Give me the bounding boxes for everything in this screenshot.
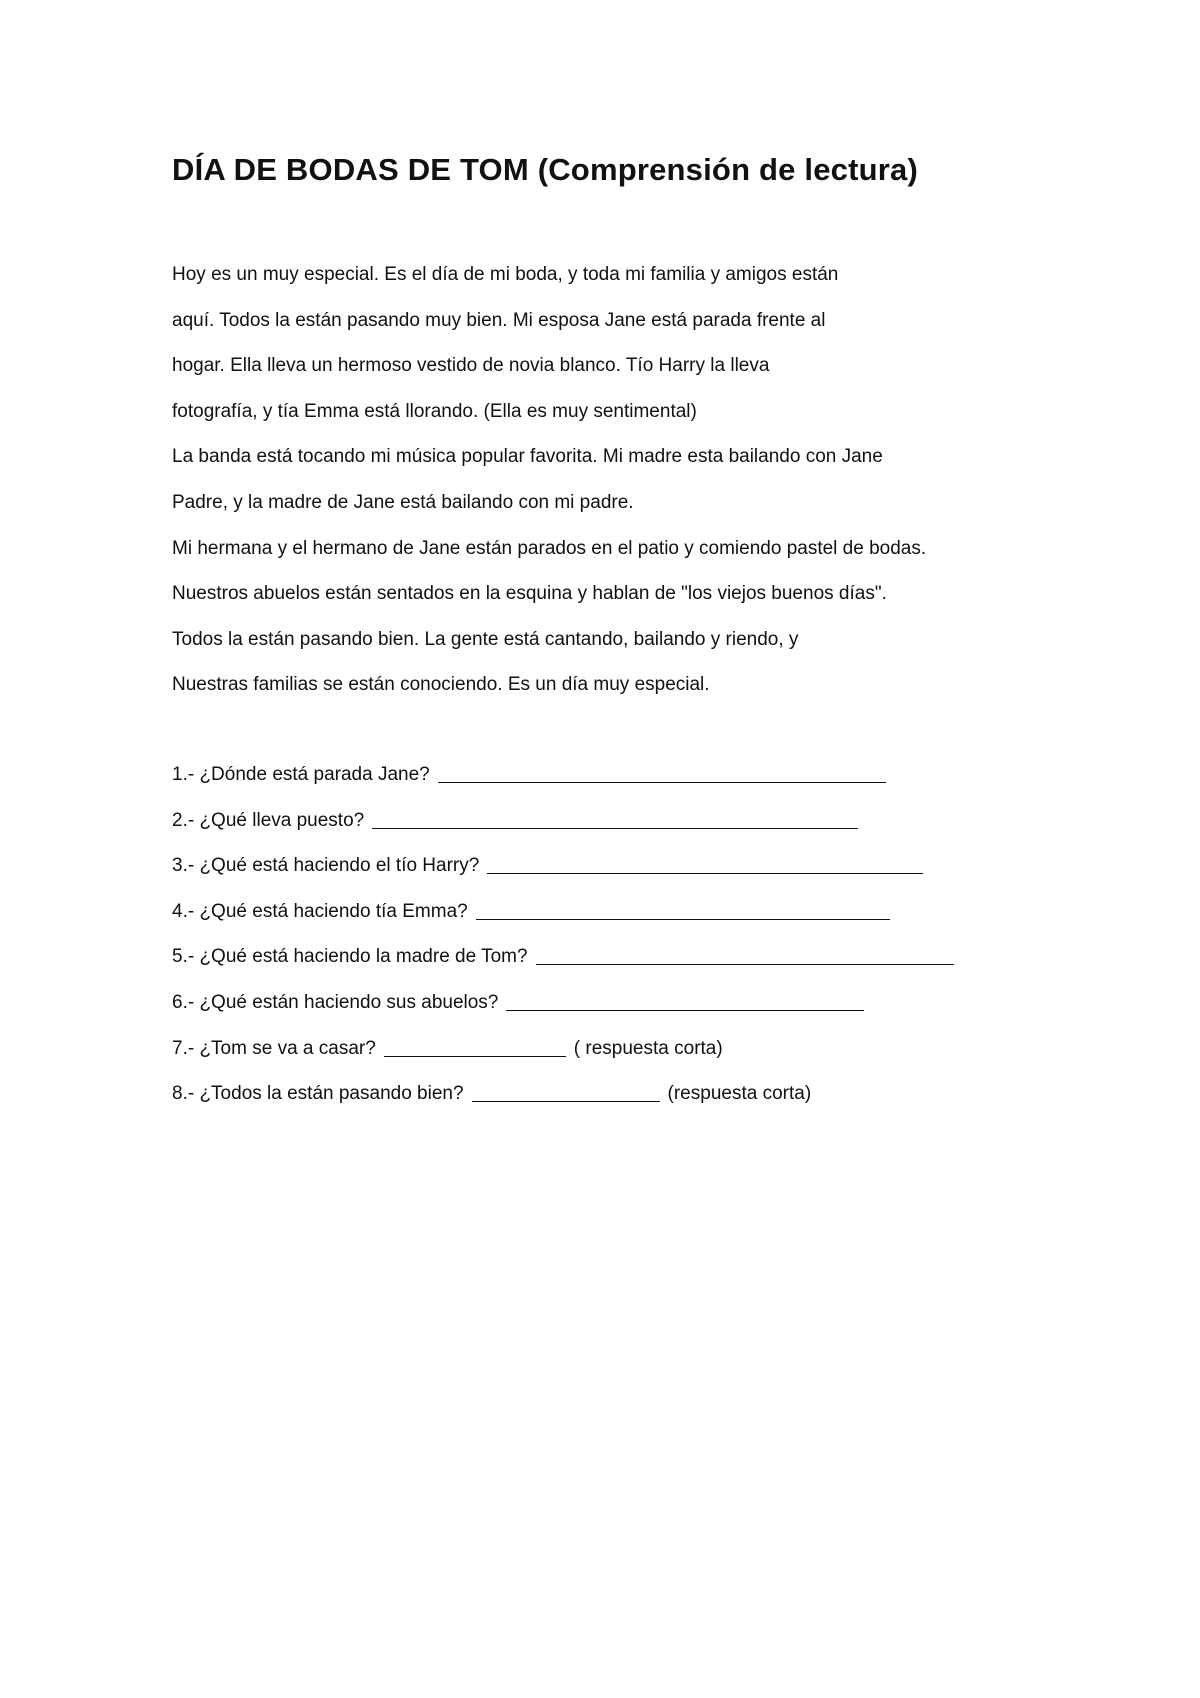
question-item <box>172 980 962 1026</box>
question-text: 1.- ¿Dónde está parada Jane? <box>172 764 430 785</box>
passage-line: Todos la están pasando bien. La gente está cantando, bailando y riendo, y <box>172 628 799 650</box>
question-item <box>172 752 962 798</box>
question-item <box>172 843 962 889</box>
answer-hint: (respuesta corta) <box>667 1083 812 1105</box>
question-item <box>172 934 962 980</box>
answer-blank[interactable] <box>372 808 858 829</box>
answer-blank[interactable] <box>384 1036 566 1057</box>
question-text: 3.- ¿Qué está haciendo el tío Harry? <box>172 855 480 877</box>
answer-blank[interactable] <box>472 1081 660 1102</box>
question-text: 8.- ¿Todos la están pasando bien? <box>172 1083 464 1105</box>
answer-blank[interactable] <box>476 899 890 920</box>
passage-line: Mi hermana y el hermano de Jane están parados en el patio y comiendo pastel de bodas. <box>172 537 927 559</box>
question-text: 2.- ¿Qué lleva puesto? <box>172 809 365 831</box>
question-item <box>172 1026 962 1072</box>
passage-line: Hoy es un muy especial. Es el día de mi boda, y toda mi familia y amigos están <box>172 264 839 285</box>
passage-line: Nuestras familias se están conociendo. Es un día muy especial. <box>172 674 710 696</box>
question-text: 4.- ¿Qué está haciendo tía Emma? <box>172 900 468 922</box>
question-item <box>172 1071 962 1117</box>
passage-line: aquí. Todos la están pasando muy bien. Mi esposa Jane está parada frente al <box>172 309 826 331</box>
question-item <box>172 798 962 844</box>
passage-line: hogar. Ella lleva un hermoso vestido de novia blanco. Tío Harry la lleva <box>172 355 770 377</box>
passage-line: Nuestros abuelos están sentados en la esquina y hablan de "los viejos buenos días". <box>172 583 887 605</box>
question-text: 6.- ¿Qué están haciendo sus abuelos? <box>172 991 499 1013</box>
page-title: DÍA DE BODAS DE TOM (Comprensión de lectura) <box>172 152 918 187</box>
passage-line: fotografía, y tía Emma está llorando. (Ella es muy sentimental) <box>172 400 697 422</box>
question-item <box>172 889 962 935</box>
answer-blank[interactable] <box>487 853 923 874</box>
passage-line: Padre, y la madre de Jane está bailando con mi padre. <box>172 491 634 513</box>
reading-passage <box>172 252 926 708</box>
question-list <box>172 752 962 1117</box>
answer-hint: ( respuesta corta) <box>573 1037 723 1059</box>
passage-line: La banda está tocando mi música popular favorita. Mi madre esta bailando con Jane <box>172 446 883 468</box>
answer-blank[interactable] <box>438 762 886 783</box>
question-text: 5.- ¿Qué está haciendo la madre de Tom? <box>172 946 528 968</box>
question-text: 7.- ¿Tom se va a casar? <box>172 1037 376 1059</box>
answer-blank[interactable] <box>536 944 954 965</box>
answer-blank[interactable] <box>506 990 864 1011</box>
